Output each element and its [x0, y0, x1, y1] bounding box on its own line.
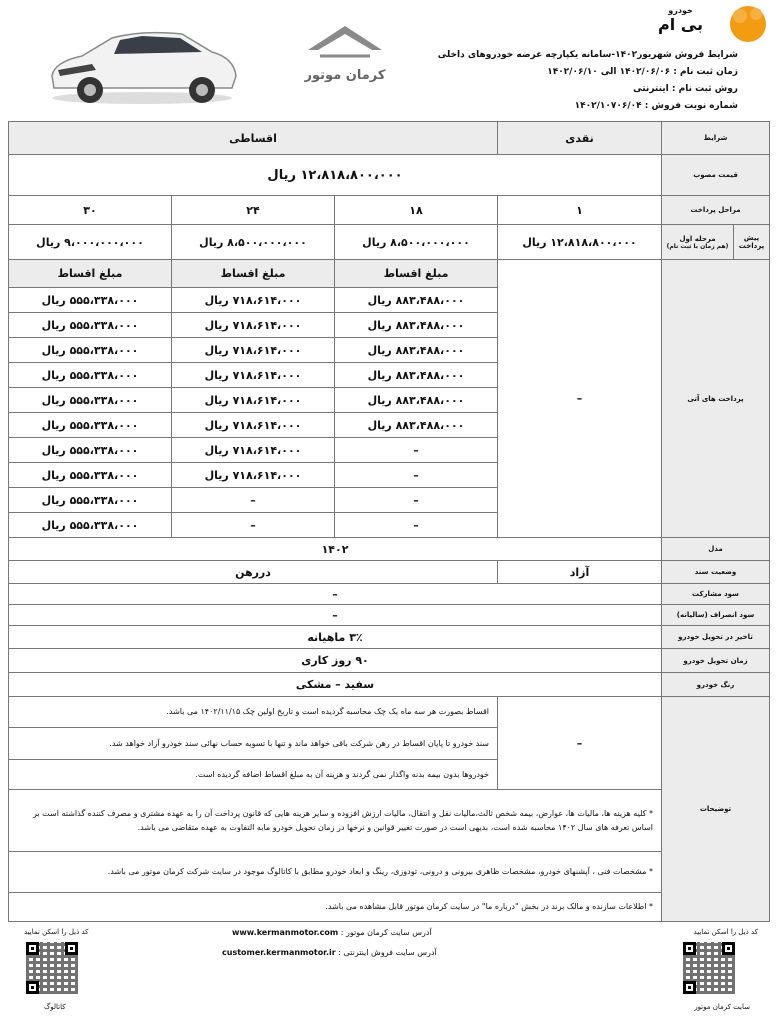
qr-code-catalog[interactable]: [26, 942, 78, 994]
installment-18-row-7: –: [334, 437, 498, 463]
scan-text-left: کد ذیل را اسکن نمایید: [24, 928, 89, 936]
installment-30-row-7: ۵۵۵،۳۳۸،۰۰۰ ریال: [8, 437, 172, 463]
sales-address: [222, 948, 437, 957]
prepay-30: ۹،۰۰۰،۰۰۰،۰۰۰ ریال: [8, 224, 172, 260]
first-stage-title: مرحله اول: [679, 234, 716, 243]
installment-24-row-7: ۷۱۸،۶۱۴،۰۰۰ ریال: [171, 437, 335, 463]
cash-header: نقدی: [497, 121, 662, 155]
stages-1: ۱: [497, 195, 662, 225]
prepay-label: پیش پرداخت: [733, 224, 770, 260]
model-label: مدل: [661, 537, 770, 561]
prepay-1: ۱۲،۸۱۸،۸۰۰،۰۰۰ ریال: [497, 224, 662, 260]
installment-header-30: مبلغ اقساط: [8, 259, 172, 288]
stages-24: ۲۴: [171, 195, 335, 225]
notes-cash: –: [497, 696, 662, 790]
first-stage-note: (هم زمان با ثبت نام): [666, 242, 729, 250]
future-payments-label: پرداخت های آتی: [661, 259, 770, 538]
note-1: اقساط بصورت هر سه ماه یک چک محاسبه گردیده است و تاریخ اولین چک ۱۴۰۲/۱۱/۱۵ می باشد.: [8, 696, 498, 728]
stages-label: مراحل پرداخت: [661, 195, 770, 225]
installment-24-row-10: –: [171, 512, 335, 538]
installment-18-row-2: ۸۸۳،۴۸۸،۰۰۰ ریال: [334, 312, 498, 338]
installment-24-row-9: –: [171, 487, 335, 513]
first-stage-label: [661, 224, 734, 260]
notes-label: توضیحات: [661, 696, 770, 922]
price-label: قیمت مصوب: [661, 154, 770, 196]
installment-18-row-1: ۸۸۳،۴۸۸،۰۰۰ ریال: [334, 287, 498, 313]
installment-18-row-8: –: [334, 462, 498, 488]
installment-30-row-8: ۵۵۵،۳۳۸،۰۰۰ ریال: [8, 462, 172, 488]
prepay-18: ۸،۵۰۰،۰۰۰،۰۰۰ ریال: [334, 224, 498, 260]
note-2: سند خودرو تا پایان اقساط در رهن شرکت باقی خواهد ماند و تنها با تسویه حساب نهائی سند خودرو آزاد خواهد شد.: [8, 727, 498, 760]
installment-18-row-4: ۸۸۳،۴۸۸،۰۰۰ ریال: [334, 362, 498, 388]
site-logo-small: خودرو: [668, 6, 693, 15]
note-3: خودروها بدون بیمه بدنه واگذار نمی گردند و هزینه آن به مبلغ اقساط اضافه گردیده است.: [8, 759, 498, 790]
scan-text-right: کد ذیل را اسکن نمایید: [693, 928, 758, 936]
car-image: [42, 18, 242, 108]
installment-30-row-10: ۵۵۵،۳۳۸،۰۰۰ ریال: [8, 512, 172, 538]
installment-18-row-6: ۸۸۳،۴۸۸،۰۰۰ ریال: [334, 412, 498, 438]
price-value: ۱۲،۸۱۸،۸۰۰،۰۰۰ ریال: [8, 154, 662, 196]
sale-title: شرایط فروش شهریور۱۴۰۲-سامانه یکپارچه عرضه خودروهای داخلی: [437, 50, 738, 60]
site-url-link[interactable]: www.kermanmotor.com: [232, 928, 339, 937]
note-4: * کلیه هزینه ها، مالیات ها، عوارض، بیمه شخص ثالث،مالیات نقل و انتقال، مالیات ارزش افزوده و سایر هزینه هایی که قانون پرداخت آن را به عهده مشتری و مصرف کننده گذاشته است بر اساس تعرفه های سال ۱۴۰۲ محاسبه شده است، بدیهی است در صورت تغییر قوانین و نرخها در زمان تحویل خودرو مابه التفاوت به عهده متقاضی می باشد.: [8, 789, 662, 852]
installment-header: اقساطی: [8, 121, 498, 155]
kerman-logo-text: کرمان موتور: [304, 68, 386, 83]
color-label: رنگ خودرو: [661, 672, 770, 697]
installment-header-18: مبلغ اقساط: [334, 259, 498, 288]
registration-method: روش ثبت نام : اینترنتی: [633, 84, 738, 94]
kerman-logo: [300, 20, 390, 100]
installment-18-row-3: ۸۸۳،۴۸۸،۰۰۰ ریال: [334, 337, 498, 363]
installment-24-row-1: ۷۱۸،۶۱۴،۰۰۰ ریال: [171, 287, 335, 313]
installment-30-row-5: ۵۵۵،۳۳۸،۰۰۰ ریال: [8, 387, 172, 413]
site-address: [232, 928, 432, 937]
model-value: ۱۴۰۲: [8, 537, 662, 561]
partnership-profit-label: سود مشارکت: [661, 583, 770, 605]
cancel-profit-value: –: [8, 604, 662, 626]
qr-code-site[interactable]: [683, 942, 735, 994]
partnership-profit-value: –: [8, 583, 662, 605]
doc-status-label: وضعیت سند: [661, 560, 770, 584]
installment-24-row-5: ۷۱۸،۶۱۴،۰۰۰ ریال: [171, 387, 335, 413]
installment-24-row-2: ۷۱۸،۶۱۴،۰۰۰ ریال: [171, 312, 335, 338]
stages-30: ۳۰: [8, 195, 172, 225]
installment-30-row-2: ۵۵۵،۳۳۸،۰۰۰ ریال: [8, 312, 172, 338]
delivery-time-value: ۹۰ روز کاری: [8, 648, 662, 673]
installment-24-row-4: ۷۱۸،۶۱۴،۰۰۰ ریال: [171, 362, 335, 388]
sale-number: شماره نوبت فروش : ۱۴۰۲/۱۰۷۰۶/۰۴: [574, 101, 738, 111]
installment-24-row-8: ۷۱۸،۶۱۴،۰۰۰ ریال: [171, 462, 335, 488]
site-logo: [658, 6, 703, 34]
conditions-label: شرایط: [661, 121, 770, 155]
cancel-profit-label: سود انصراف (سالیانه): [661, 604, 770, 626]
sales-url-link[interactable]: customer.kermanmotor.ir: [222, 948, 336, 957]
qr-caption-site: سایت کرمان موتور: [694, 1003, 750, 1011]
note-5: * مشخصات فنی ، آپشنهای خودرو، مشخصات ظاهری بیرونی و درونی، تودوزی، رینگ و ابعاد خودرو مطابق با کاتالوگ موجود در سایت شرکت کرمان موتور می باشد.: [8, 851, 662, 893]
qr-caption-catalog: کاتالوگ: [44, 1003, 66, 1011]
installment-24-row-6: ۷۱۸،۶۱۴،۰۰۰ ریال: [171, 412, 335, 438]
delay-value: ۳٪ ماهیانه: [8, 625, 662, 649]
installment-30-row-3: ۵۵۵،۳۳۸،۰۰۰ ریال: [8, 337, 172, 363]
cash-future: –: [497, 259, 662, 538]
bpm-badge: [726, 4, 770, 44]
delay-label: تاخیر در تحویل خودرو: [661, 625, 770, 649]
doc-status-cash: آزاد: [497, 560, 662, 584]
installment-24-row-3: ۷۱۸،۶۱۴،۰۰۰ ریال: [171, 337, 335, 363]
delivery-time-label: زمان تحویل خودرو: [661, 648, 770, 673]
installment-18-row-5: ۸۸۳،۴۸۸،۰۰۰ ریال: [334, 387, 498, 413]
site-address-label: آدرس سایت کرمان موتور :: [340, 928, 432, 937]
registration-time: زمان ثبت نام : ۱۴۰۲/۰۶/۰۶ الی ۱۴۰۲/۰۶/۱۰: [547, 67, 738, 77]
installment-18-row-9: –: [334, 487, 498, 513]
stages-18: ۱۸: [334, 195, 498, 225]
installment-30-row-1: ۵۵۵،۳۳۸،۰۰۰ ریال: [8, 287, 172, 313]
site-logo-text: بی ام: [658, 15, 703, 34]
prepay-24: ۸،۵۰۰،۰۰۰،۰۰۰ ریال: [171, 224, 335, 260]
installment-30-row-6: ۵۵۵،۳۳۸،۰۰۰ ریال: [8, 412, 172, 438]
note-6: * اطلاعات سازنده و مالک برند در بخش "درباره ما" در سایت کرمان موتور قابل مشاهده می باشد.: [8, 892, 662, 922]
doc-status-installment: دررهن: [8, 560, 498, 584]
installment-30-row-9: ۵۵۵،۳۳۸،۰۰۰ ریال: [8, 487, 172, 513]
installment-30-row-4: ۵۵۵،۳۳۸،۰۰۰ ریال: [8, 362, 172, 388]
color-value: سفید – مشکی: [8, 672, 662, 697]
installment-18-row-10: –: [334, 512, 498, 538]
installment-header-24: مبلغ اقساط: [171, 259, 335, 288]
sales-address-label: آدرس سایت فروش اینترنتی :: [338, 948, 437, 957]
